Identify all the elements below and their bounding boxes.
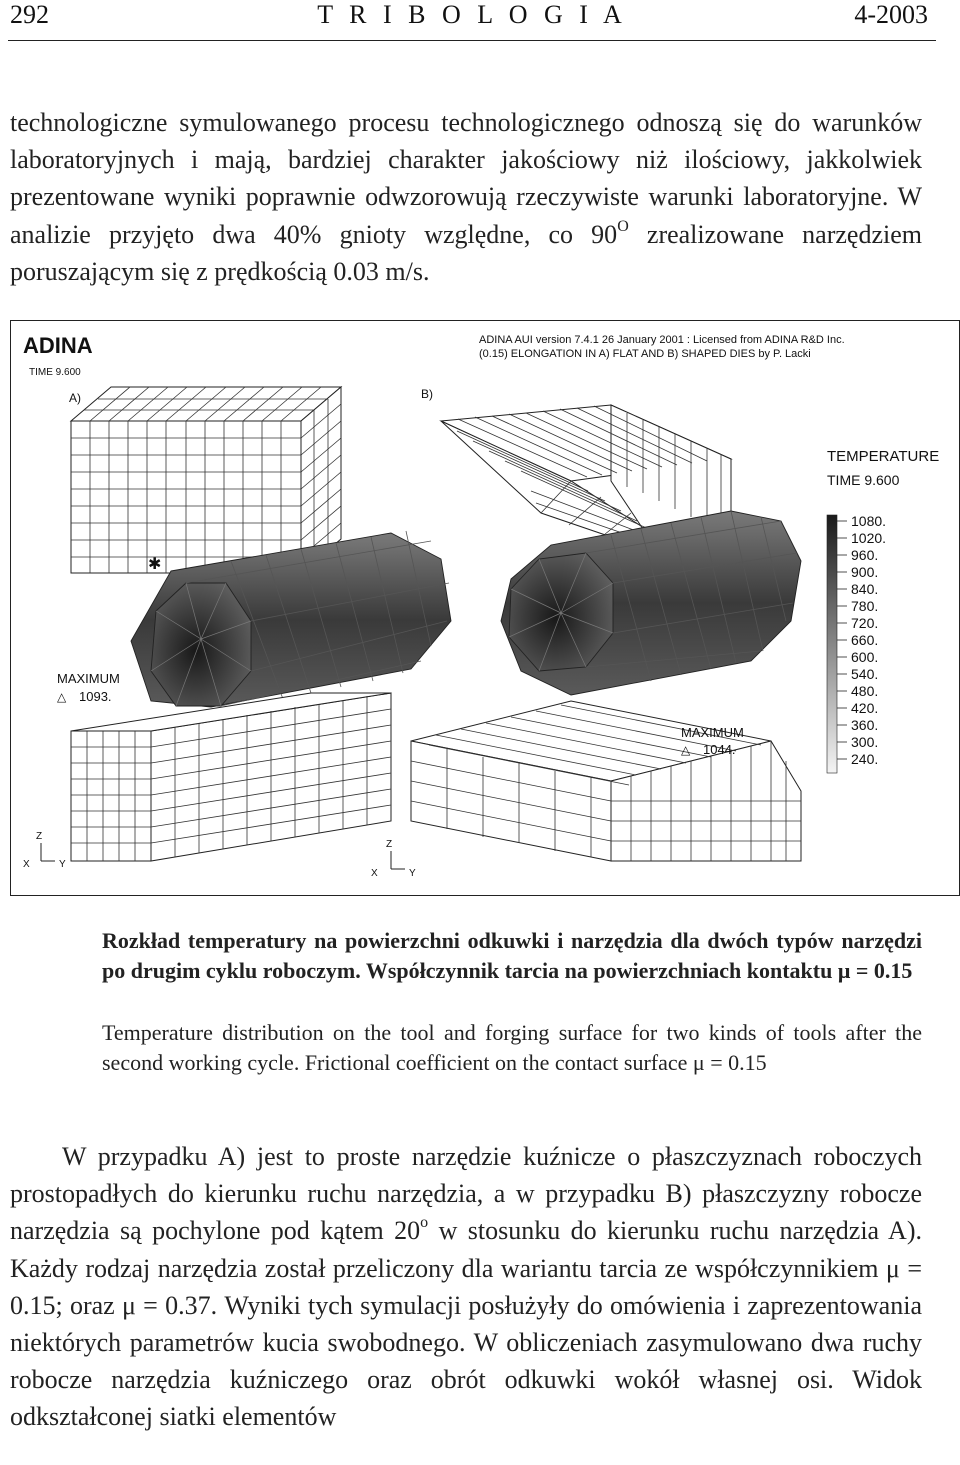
workpiece-b <box>501 511 801 695</box>
legend-tick-label: 660. <box>851 632 879 648</box>
legend-tick-label: 420. <box>851 700 879 716</box>
legend-ticks <box>837 513 886 767</box>
axis-triad-b <box>391 851 405 869</box>
legend-tick-label: 540. <box>851 666 879 682</box>
legend-title: TEMPERATURE <box>827 448 940 465</box>
adina-brand: ADINA <box>23 333 93 358</box>
legend-tick-label: 600. <box>851 649 879 665</box>
paragraph-body-text-a: W przypadku A) jest to proste narzędzie kuźnicze o płaszczyznach roboczych prostopadłych do kierunku ruchu narzędzia, a w przypadku B) płaszczyzny robocze narzędzia są pochylone pod kątem 20 <box>10 1142 922 1246</box>
title-line: (0.15) ELONGATION IN A) FLAT AND B) SHAPED DIES by P. Lacki <box>479 348 811 360</box>
legend-tick-label: 960. <box>851 547 879 563</box>
paragraph-body-text-b: w stosunku do kierunku ruchu narzędzia A). Każdy rodzaj narzędzia został przeliczony dla wariantu tarcia ze współczynnikiem μ = 0.15; oraz μ = 0.37. Wyniki tych symulacji posłużyły do omówienia i zaprezentowania niektórych parametrów kucia swobodnego. W obliczeniach zasymulowano dwa ruchy robocze narzędzia kuźniczego oraz obrót odkuwki wokół własnej osi. Widok odkształconej siatki elementów <box>10 1216 922 1432</box>
version-line: ADINA AUI version 7.4.1 26 January 2001 : Licensed from ADINA R&D Inc. <box>479 334 845 346</box>
legend-tick-label: 1020. <box>851 530 887 546</box>
label-b: B) <box>421 387 433 401</box>
paragraph-intro <box>10 104 922 290</box>
figure-fem-simulation <box>10 320 960 896</box>
legend-colorbar <box>827 515 837 773</box>
die-a-upper <box>71 387 341 573</box>
legend-tick-label: 780. <box>851 598 879 614</box>
axis-x-b: X <box>371 868 378 879</box>
caption-en-label <box>10 1018 102 1048</box>
axis-z-a: Z <box>36 831 43 842</box>
legend-tick-label: 840. <box>851 581 879 597</box>
label-a: A) <box>69 391 81 405</box>
max-value-a: 1093. <box>79 689 112 704</box>
max-label-b: MAXIMUM <box>681 725 744 740</box>
legend-tick-label: 900. <box>851 564 879 580</box>
axis-triad-a <box>41 843 55 861</box>
caption-english <box>10 1018 922 1078</box>
page-number: 292 <box>10 0 49 29</box>
caption-polish <box>10 926 922 986</box>
caption-pl-label <box>10 926 102 956</box>
warning-icon-a: △ <box>57 690 67 704</box>
legend-time: TIME 9.600 <box>827 472 900 488</box>
legend-tick-label: 300. <box>851 734 879 750</box>
legend-tick-label: 720. <box>851 615 879 631</box>
axis-y-b: Y <box>409 868 416 879</box>
legend-tick-label: 240. <box>851 751 879 767</box>
degree-superscript: O <box>617 217 629 235</box>
paragraph-intro-text-b: zrealizowane narzędziem poruszającym się z prędkością 0.03 m/s. <box>10 219 922 286</box>
max-label-a: MAXIMUM <box>57 671 120 686</box>
axis-x-a: X <box>23 859 30 870</box>
time-label: TIME 9.600 <box>29 367 81 378</box>
warning-icon-b: △ <box>681 743 691 757</box>
caption-en-text: Temperature distribution on the tool and forging surface for two kinds of tools after the second working cycle. Frictional coefficient on the contact surface μ = 0.15 <box>102 1020 922 1075</box>
max-value-b: 1044. <box>703 742 736 757</box>
legend-tick-label: 480. <box>851 683 879 699</box>
axis-z-b: Z <box>386 839 393 850</box>
axis-y-a: Y <box>59 859 66 870</box>
journal-title: T R I B O L O G I A <box>317 0 627 29</box>
paragraph-intro-text-a: technologiczne symulowanego procesu technologicznego odnoszą się do warunków laboratoryjnych i mają, bardziej charakter jakościowy niż ilościowy, jakkolwiek prezentowane wyniki poprawnie odwzorowują rzeczywiste warunki laboratoryjne. W analizie przyjęto dwa 40% gnioty względne, co 90 <box>10 108 922 249</box>
angle-superscript: o <box>420 1214 429 1232</box>
legend-tick-label: 360. <box>851 717 879 733</box>
paragraph-body <box>10 1138 922 1436</box>
running-header <box>8 0 936 41</box>
legend-tick-label: 1080. <box>851 513 887 529</box>
crosshair-a: ✱ <box>148 556 162 573</box>
caption-pl-text: Rozkład temperatury na powierzchni odkuwki i narzędzia dla dwóch typów narzędzi po drugim cyklu roboczym. Współczynnik tarcia na powierzchniach kontaktu μ = 0.15 <box>102 928 922 983</box>
issue-number: 4-2003 <box>854 0 928 29</box>
